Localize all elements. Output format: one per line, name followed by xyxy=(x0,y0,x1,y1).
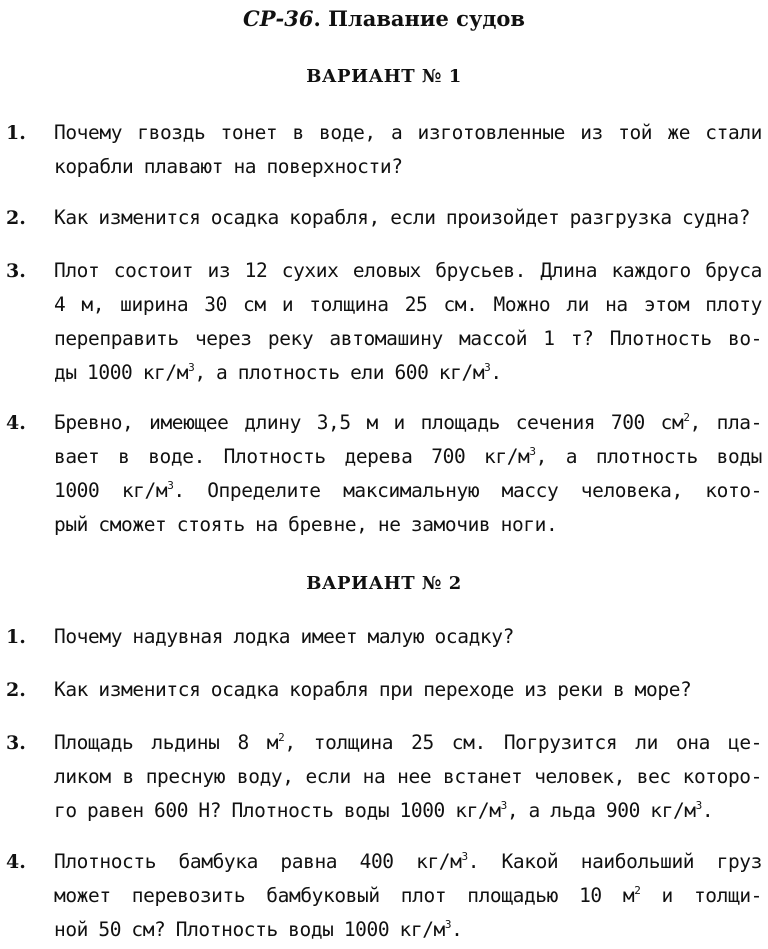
variant-2-heading: ВАРИАНТ № 2 xyxy=(306,573,462,594)
task-line: ды 1000 $кг/м^3$, а плотность ели 600 $кг/м^3$. xyxy=(54,361,502,384)
task-text xyxy=(54,673,762,707)
task-number: 1. xyxy=(6,122,26,144)
task-number: 4. xyxy=(6,412,26,434)
page-title xyxy=(0,6,768,31)
task-line: Площадь льдины 8 $м^2$, толщина 25 см. Погрузится ли она це- xyxy=(54,731,762,754)
task-number: 4. xyxy=(6,851,26,873)
task-line: го равен 600 Н? Плотность воды 1000 $кг/м^3$, а льда 900 $кг/м^3$. xyxy=(54,799,714,822)
task-text xyxy=(54,406,762,542)
task-number: 2. xyxy=(6,679,26,701)
task-text xyxy=(54,254,762,390)
task-number: 2. xyxy=(6,207,26,229)
task-text xyxy=(54,726,762,828)
task-line: ликом в пресную воду, если на нее встанет человек, вес которо- xyxy=(54,765,762,788)
task-number: 3. xyxy=(6,260,26,282)
task-line: 4 м, ширина 30 см и толщина 25 см. Можно ли на этом плоту xyxy=(54,293,762,316)
task-line: корабли плавают на поверхности? xyxy=(54,155,403,178)
task-line: Почему надувная лодка имеет малую осадку? xyxy=(54,625,514,648)
variant-1-heading: ВАРИАНТ № 1 xyxy=(306,66,462,87)
title-separator: . xyxy=(313,6,329,31)
task-number: 3. xyxy=(6,732,26,754)
task-line: переправить через реку автомашину массой 1 т? Плотность во- xyxy=(54,327,762,350)
task-line: ной 50 см? Плотность воды 1000 $кг/м^3$. xyxy=(54,918,463,941)
task-line: Почему гвоздь тонет в воде, а изготовленные из той же стали xyxy=(54,121,762,144)
task-text xyxy=(54,620,762,654)
task-line: Плот состоит из 12 сухих еловых брусьев. Длина каждого бруса xyxy=(54,259,762,282)
task-line: вает в воде. Плотность дерева 700 $кг/м^3$, а плотность воды xyxy=(54,445,763,468)
task-text xyxy=(54,845,762,947)
task-line: Бревно, имеющее длину 3,5 м и площадь сечения 700 $см^2$, пла- xyxy=(54,411,762,434)
worksheet-code: СР-36 xyxy=(243,6,314,31)
task-line: Как изменится осадка корабля, если произойдет разгрузка судна? xyxy=(54,206,751,229)
task-text xyxy=(54,201,762,235)
task-line: Плотность бамбука равна 400 $кг/м^3$. Какой наибольший груз xyxy=(54,850,762,873)
task-line: рый сможет стоять на бревне, не замочив ноги. xyxy=(54,513,558,536)
task-line: Как изменится осадка корабля при переходе из реки в море? xyxy=(54,678,692,701)
task-line: может перевозить бамбуковый плот площадью 10 $м^2$ и толщи- xyxy=(54,884,762,907)
task-line: 1000 $кг/м^3$. Определите максимальную массу человека, кото- xyxy=(54,479,763,502)
task-text xyxy=(54,116,762,184)
worksheet-title: Плавание судов xyxy=(328,6,525,31)
task-number: 1. xyxy=(6,626,26,648)
